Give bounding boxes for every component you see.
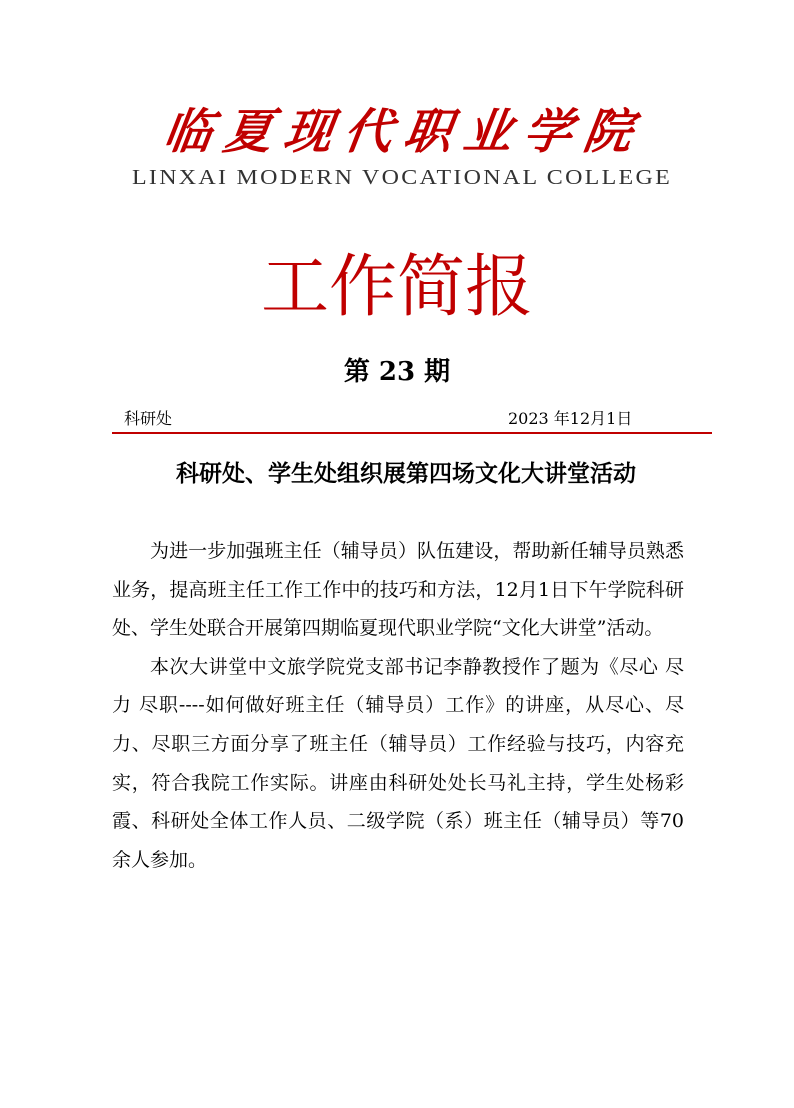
issue-date: 2023 年12月1日 xyxy=(508,409,633,428)
issue-number: 第 23 期 xyxy=(343,357,451,387)
logo-text-cn: 临夏现代职业学院 xyxy=(160,104,648,160)
article-headline: 科研处、学生处组织展第四场文化大讲堂活动 xyxy=(176,460,636,487)
logo-text-en: LINXAI MODERN VOCATIONAL COLLEGE xyxy=(132,165,672,188)
article-body xyxy=(112,532,684,879)
article-paragraph: 为进一步加强班主任（辅导员）队伍建设，帮助新任辅导员熟悉业务，提高班主任工作工作中的技巧和方法，12月1日下午学院科研处、学生处联合开展第四期临夏现代职业学院“文化大讲堂”活动。 xyxy=(112,540,684,640)
article-paragraph: 本次大讲堂中文旅学院党支部书记李静教授作了题为《尽心 尽力 尽职----如何做好班主任（辅导员）工作》的讲座，从尽心、尽力、尽职三方面分享了班主任（辅导员）工作经验与技巧，内容充实，符合我院工作实际。讲座由科研处处长马礼主持，学生处杨彩霞、科研处全体工作人员、二级学院（系）班主任（辅导员）等70余人参加。 xyxy=(112,655,684,871)
college-logo xyxy=(122,104,682,188)
meta-row xyxy=(112,406,712,434)
department-label: 科研处 xyxy=(124,409,173,428)
bulletin-title: 工作简报 xyxy=(260,248,533,327)
